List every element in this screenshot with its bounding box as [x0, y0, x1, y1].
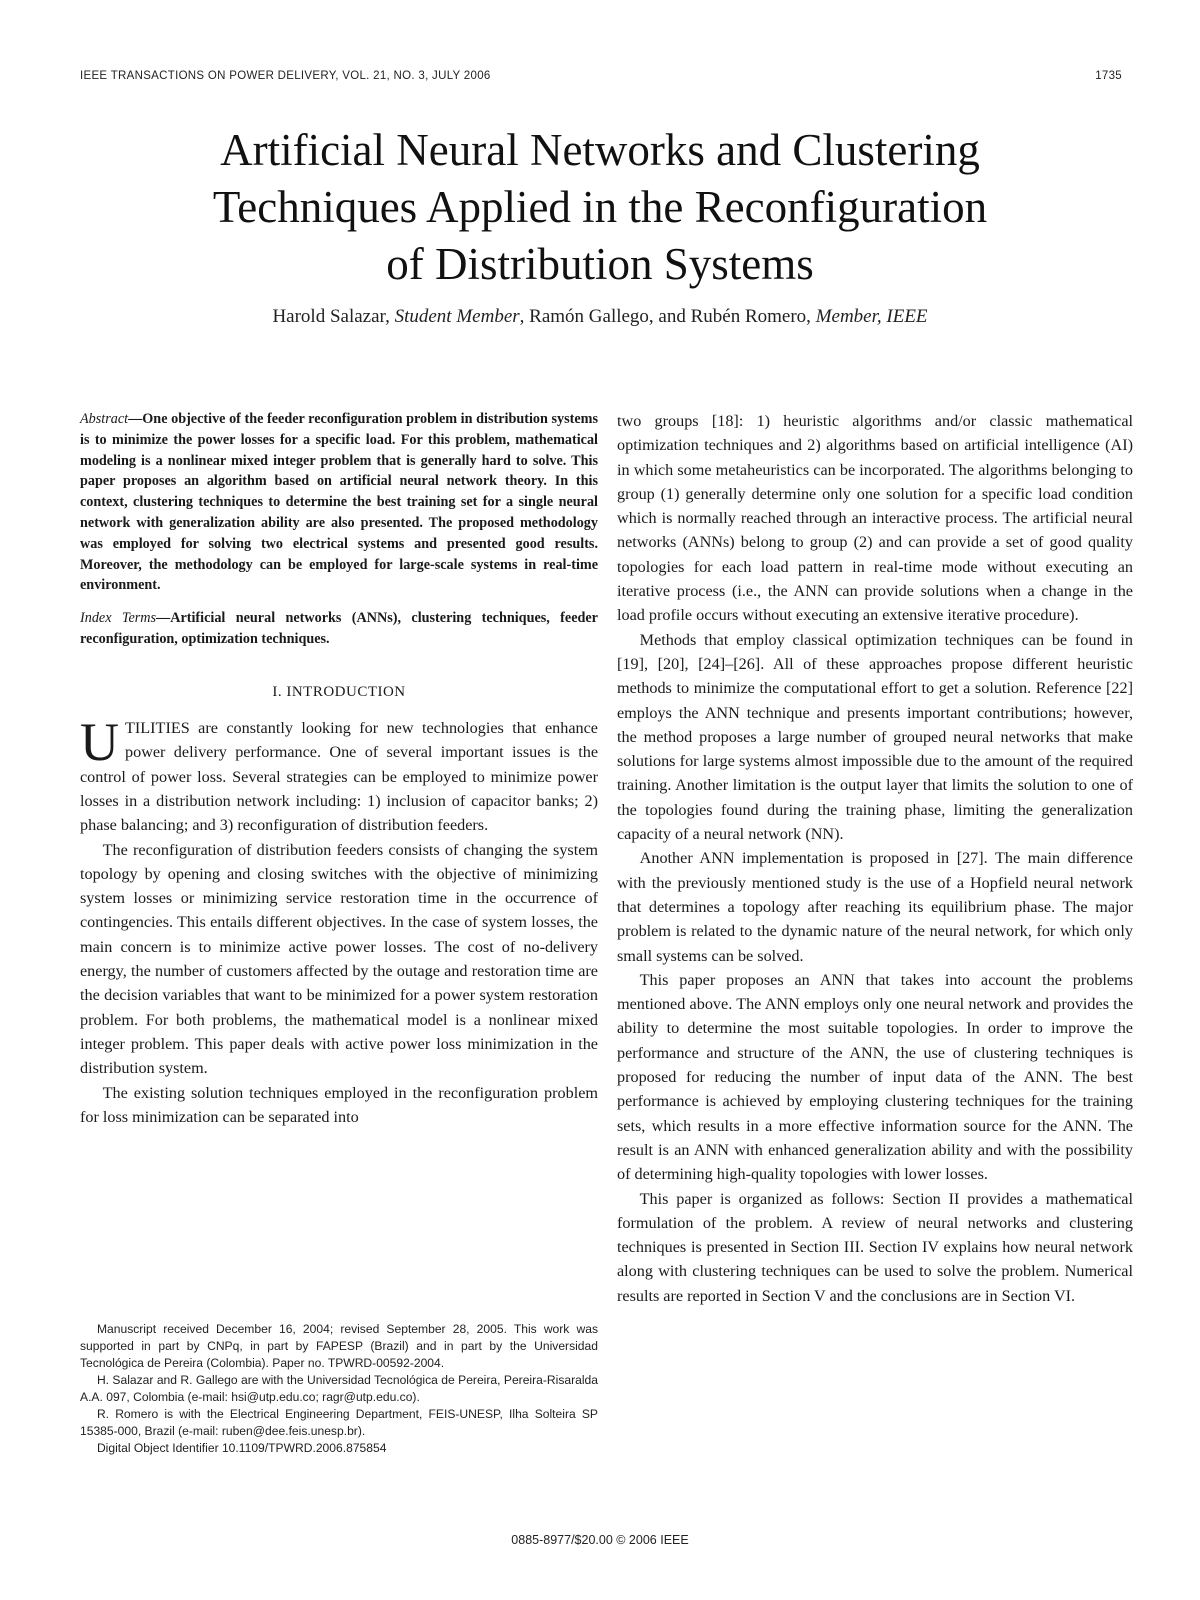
- right-column: [617, 409, 1133, 1308]
- paragraph: This paper is organized as follows: Section II provides a mathematical formulation of the problem. A review of neural networks and clustering techniques is presented in Section III. Section IV explains how neural network along with clustering techniques can be used to solve the problem. Numerical results are reported in Section V and the conclusions are in Section VI.: [617, 1189, 1133, 1305]
- paragraph: The existing solution techniques employed in the reconfiguration problem for loss minimization can be separated into: [80, 1083, 598, 1126]
- author-role: Student Member: [394, 306, 520, 327]
- author-text: Harold Salazar,: [272, 306, 395, 327]
- abstract: [80, 409, 598, 596]
- title-line: of Distribution Systems: [386, 239, 814, 289]
- paper-title: [100, 122, 1100, 293]
- footnote: H. Salazar and R. Gallego are with the Universidad Tecnológica de Pereira, Pereira-Risaralda A.A. 097, Colombia (e-mail: hsi@utp.edu.co; ragr@utp.edu.co).: [80, 1373, 598, 1404]
- title-line: Artificial Neural Networks and Clustering: [220, 125, 980, 175]
- index-terms: [80, 608, 598, 650]
- page-number: 1735: [1095, 70, 1122, 82]
- author-role: Member, IEEE: [815, 306, 928, 327]
- section-heading: I. INTRODUCTION: [272, 683, 406, 700]
- title-line: Techniques Applied in the Reconfiguration: [212, 182, 988, 232]
- footnote: R. Romero is with the Electrical Engineering Department, FEIS-UNESP, Ilha Solteira SP 15385-000, Brazil (e-mail: ruben@dee.feis.unesp.br).: [80, 1407, 598, 1438]
- journal-citation: IEEE TRANSACTIONS ON POWER DELIVERY, VOL. 21, NO. 3, JULY 2006: [80, 70, 491, 82]
- paragraph: This paper proposes an ANN that takes into account the problems mentioned above. The ANN employs only one neural network and provides the ability to determine the most suitable topologies. In order to improve the performance and structure of the ANN, the use of clustering techniques is proposed for reducing the number of input data of the ANN. The best performance is achieved by employing clustering techniques for the training sets, which results in a more effective information source for the ANN. The result is an ANN with enhanced generalization ability and with the possibility of determining high-quality topologies with lower losses.: [617, 970, 1133, 1184]
- paragraph: [80, 712, 598, 837]
- paragraph: The reconfiguration of distribution feeders consists of changing the system topology by opening and closing switches with the objective of minimizing system losses or minimizing service restoration time in the occurrence of contingencies. This entails different objectives. In the case of system losses, the main concern is to minimize active power losses. The cost of no-delivery energy, the number of customers affected by the outage and restoration time are the decision variables that want to be minimized for a power system restoration problem. For both problems, the mathematical model is a nonlinear mixed integer problem. This paper deals with active power loss minimization in the distribution system.: [80, 840, 598, 1078]
- footnotes: [80, 1321, 598, 1457]
- paragraph: two groups [18]: 1) heuristic algorithms and/or classic mathematical optimization techniques and 2) algorithms based on artificial intelligence (AI) in which some metaheuristics can be incorporated. The algorithms belonging to group (1) generally determine only one solution for a specific load condition which is normally reached through an interactive process. The artificial neural networks (ANNs) belong to group (2) and can provide a set of good quality topologies for each load pattern in real-time mode without executing an iterative process (i.e., the ANN can provide solutions when a change in the load profile occurs without executing an extensive iterative procedure).: [617, 412, 1133, 625]
- abstract-label: Abstract: [80, 411, 129, 427]
- running-header: [80, 70, 1122, 90]
- footnote: Digital Object Identifier 10.1109/TPWRD.2006.875854: [96, 1441, 387, 1455]
- copyright-line: 0885-8977/$20.00 © 2006 IEEE: [511, 1533, 689, 1547]
- abstract-text: —One objective of the feeder reconfiguration problem in distribution systems is to minimize the power losses for a specific load. For this problem, mathematical modeling is a nonlinear mixed integer problem that is generally hard to solve. This paper proposes an algorithm based on artificial neural network theory. In this context, clustering techniques to determine the best training set for a single neural network with generalization ability are also presented. The proposed methodology was employed for solving two electrical systems and presented good results. Moreover, the methodology can be employed for large-scale systems in real-time environment.: [80, 411, 598, 594]
- index-terms-label: Index Terms: [80, 610, 157, 627]
- author-list: [100, 306, 1100, 328]
- footnote: Manuscript received December 16, 2004; revised September 28, 2005. This work was supported in part by CNPq, in part by FAPESP (Brazil) and in part by the Universidad Tecnológica de Pereira (Colombia). Paper no. TPWRD-00592-2004.: [80, 1322, 598, 1370]
- paragraph: Another ANN implementation is proposed in [27]. The main difference with the previously mentioned study is the use of a Hopfield neural network that determines a topology after reaching its equilibrium phase. The major problem is related to the dynamic nature of the neural network, for which only small systems can be solved.: [617, 849, 1133, 965]
- paragraph: Methods that employ classical optimization techniques can be found in [19], [20], [24]–[26]. All of these approaches propose different heuristic methods to minimize the computational effort to get a solution. Reference [22] employs the ANN technique and presents important contributions; however, the method proposes a large number of grouped neural networks that make solutions for large systems almost impossible due to the amount of the required training. Another limitation is the output layer that limits the solution to one of the topologies found during the training phase, limiting the generalization capacity of a neural network (NN).: [617, 630, 1133, 844]
- left-column: [80, 409, 598, 1129]
- paragraph-text: TILITIES are constantly looking for new technologies that enhance power delivery performance. One of several important issues is the control of power loss. Several strategies can be employed to minimize power losses in a distribution network including: 1) inclusion of capacitor banks; 2) phase balancing; and 3) reconfiguration of distribution feeders.: [80, 719, 598, 835]
- index-terms-text: —Artificial neural networks (ANNs), clustering techniques, feeder reconfiguration, optimization techniques.: [80, 610, 598, 647]
- author-text: , Ramón Gallego, and Rubén Romero,: [519, 306, 816, 327]
- drop-cap: U: [80, 712, 119, 773]
